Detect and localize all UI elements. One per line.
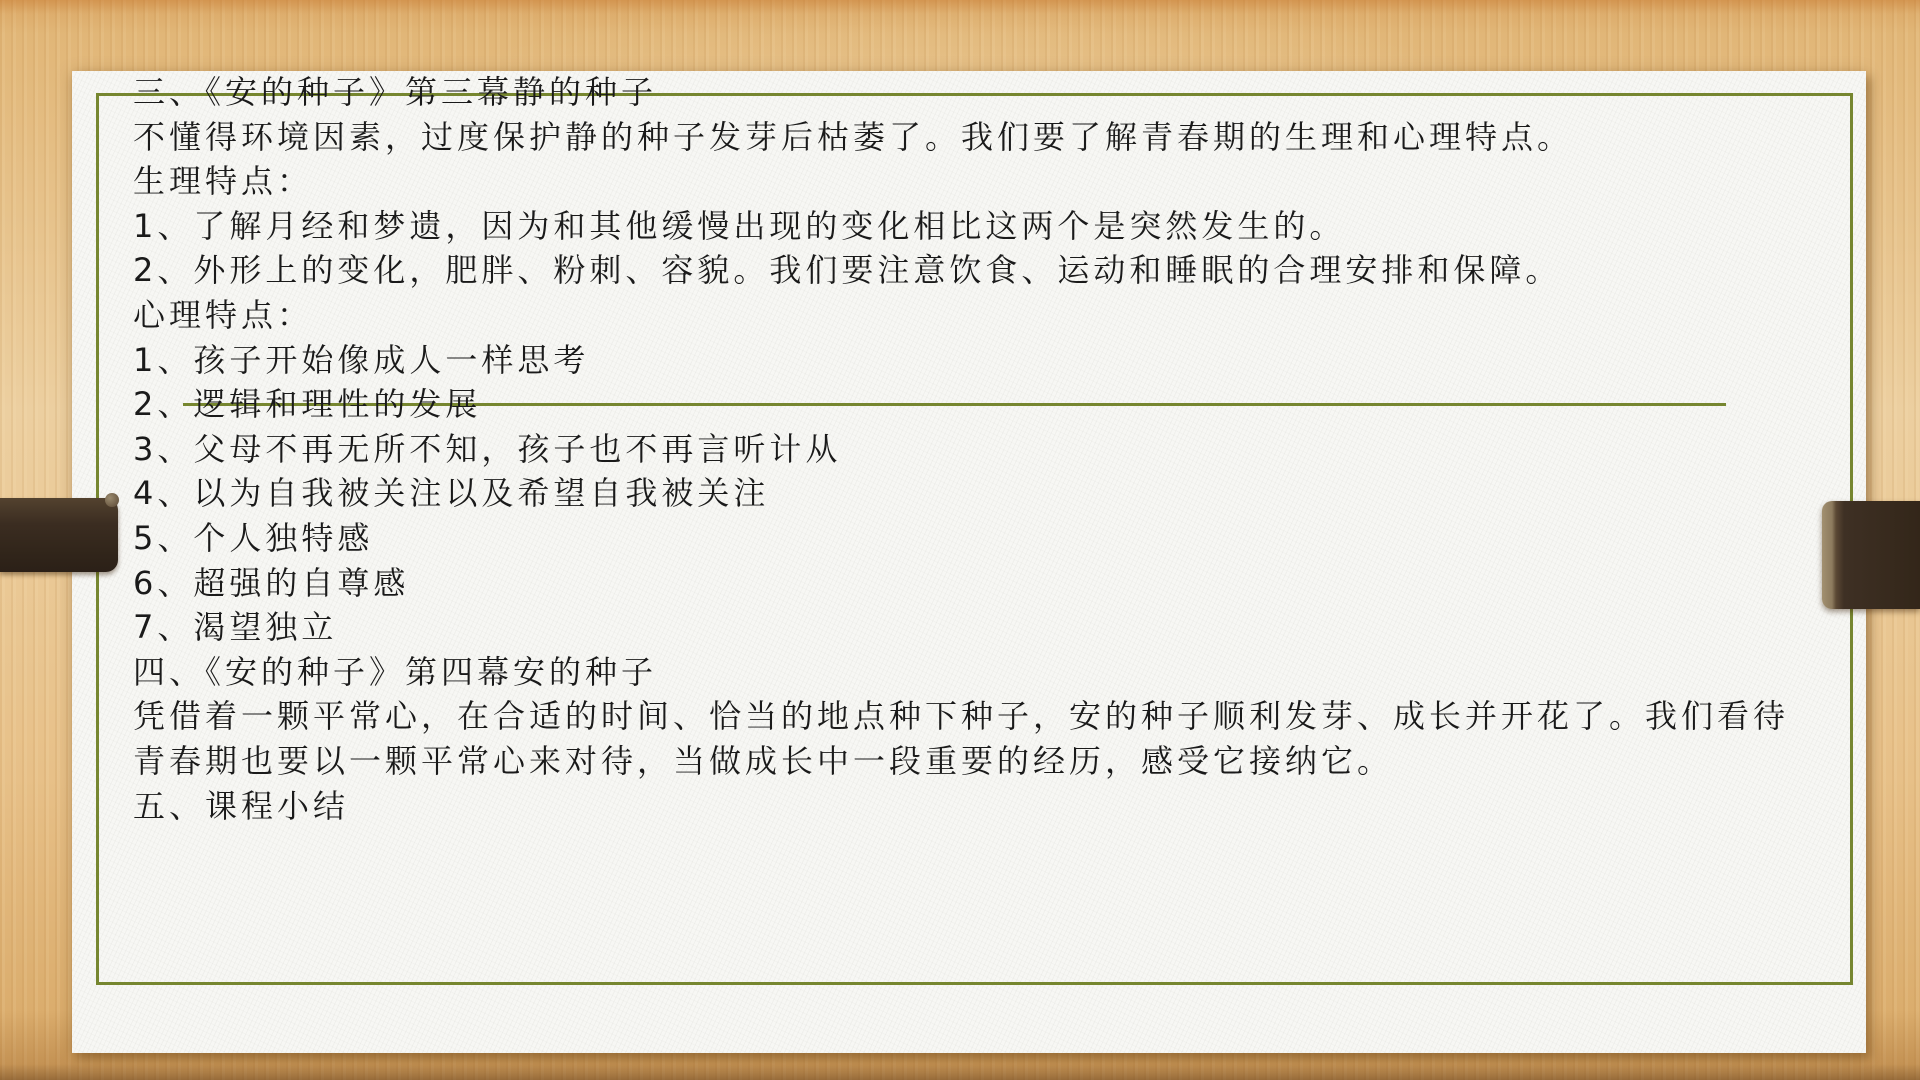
text-line-3 [133, 159, 1853, 204]
text-line-content: 五、课程小结 [133, 786, 350, 825]
text-line-content: 四、《安的种子》第四幕安的种子 [133, 652, 658, 691]
text-line-content: 不懂得环境因素，过度保护静的种子发芽后枯萎了。我们要了解青春期的生理和心理特点。 [133, 117, 1574, 156]
text-line-17 [133, 784, 1853, 829]
text-line-content: 凭借着一颗平常心，在合适的时间、恰当的地点种下种子，安的种子顺利发芽、成长并开花了。我们看待 [133, 697, 1790, 736]
left-strap [0, 498, 118, 572]
text-line-14 [133, 650, 1853, 695]
text-line-16 [133, 739, 1853, 784]
text-line-6 [133, 293, 1853, 338]
text-line-content: 7、渴望独立 [133, 608, 338, 647]
text-line-content: 6、超强的自尊感 [133, 563, 410, 602]
text-line-8 [133, 382, 1853, 427]
text-line-7 [133, 338, 1853, 383]
text-line-content: 生理特点： [133, 162, 314, 201]
text-line-13 [133, 605, 1853, 650]
text-line-content: 2、外形上的变化，肥胖、粉刺、容貌。我们要注意饮食、运动和睡眠的合理安排和保障。 [133, 251, 1562, 290]
text-line-content: 青春期也要以一颗平常心来对待，当做成长中一段重要的经历，感受它接纳它。 [133, 741, 1394, 780]
text-line-content: 1、孩子开始像成人一样思考 [133, 340, 590, 379]
text-line-1 [133, 70, 1853, 115]
right-strap [1822, 501, 1920, 609]
text-line-content: 1、了解月经和梦遗，因为和其他缓慢出现的变化相比这两个是突然发生的。 [133, 206, 1346, 245]
slide-text-block [133, 70, 1853, 828]
text-line-5 [133, 248, 1853, 293]
text-line-content: 心理特点： [133, 295, 314, 334]
text-line-10 [133, 471, 1853, 516]
text-line-content: 3、父母不再无所不知，孩子也不再言听计从 [133, 429, 842, 468]
text-line-content: 2、逻辑和理性的发展 [133, 385, 482, 424]
text-line-15 [133, 694, 1853, 739]
text-line-content: 5、个人独特感 [133, 518, 374, 557]
text-line-content: 三、《安的种子》第三幕静的种子 [133, 73, 658, 111]
text-line-content: 4、以为自我被关注以及希望自我被关注 [133, 474, 770, 513]
text-line-9 [133, 427, 1853, 472]
text-line-2 [133, 115, 1853, 160]
text-line-4 [133, 204, 1853, 249]
text-line-12 [133, 561, 1853, 606]
strap-tip-dot [105, 493, 119, 507]
text-line-11 [133, 516, 1853, 561]
